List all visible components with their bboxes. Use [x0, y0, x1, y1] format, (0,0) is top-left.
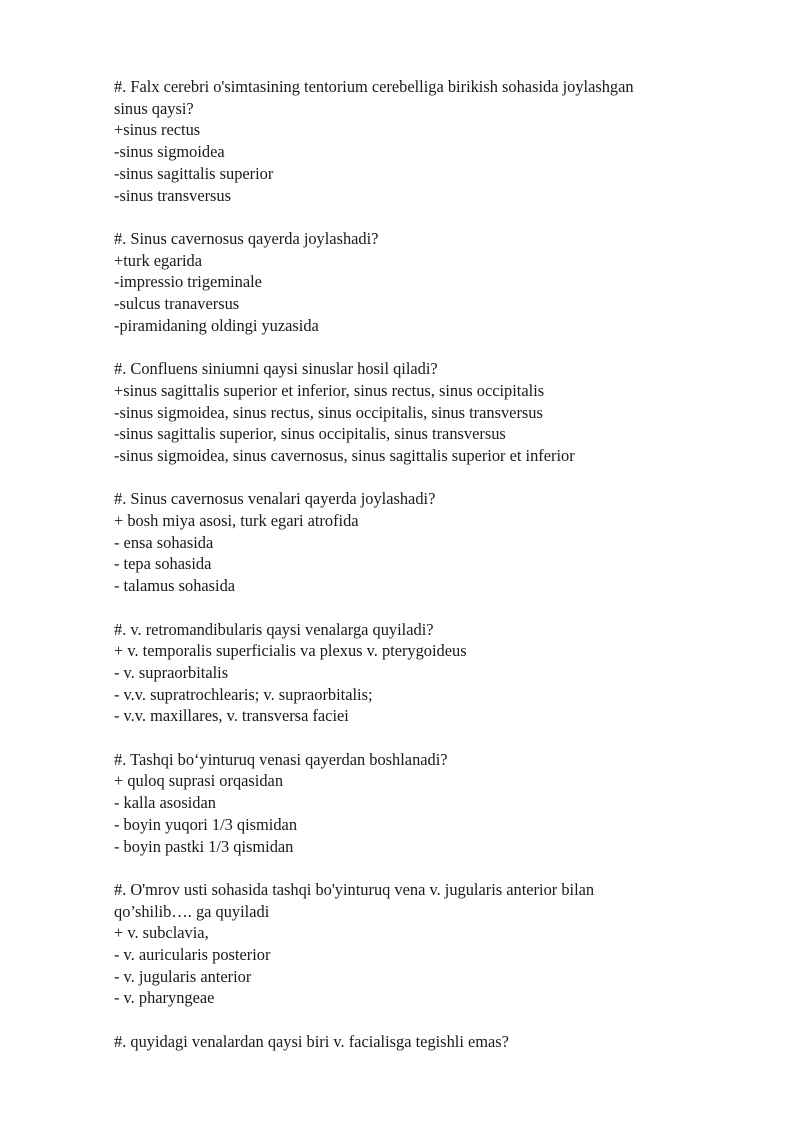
question-block: [114, 1031, 734, 1053]
question-block: [114, 619, 734, 728]
answer-option: -sinus sigmoidea, sinus cavernosus, sinus sagittalis superior et inferior: [114, 445, 575, 465]
question-text: #. Sinus cavernosus venalari qayerda joylashadi?: [114, 489, 436, 509]
answer-option: -piramidaning oldingi yuzasida: [114, 315, 319, 335]
answer-option: -sinus sagittalis superior: [114, 163, 274, 183]
question-block: [114, 76, 734, 206]
answer-option: -sinus sagittalis superior, sinus occipitalis, sinus transversus: [114, 424, 506, 444]
answer-option: -impressio trigeminale: [114, 272, 262, 292]
answer-option: - v.v. maxillares, v. transversa faciei: [114, 706, 349, 726]
question-block: [114, 488, 734, 597]
correct-answer: + quloq suprasi orqasidan: [114, 771, 284, 791]
answer-option: - v. supraorbitalis: [114, 662, 229, 682]
answer-option: - ensa sohasida: [114, 532, 214, 552]
correct-answer: + v. subclavia,: [114, 923, 209, 943]
question-text: #. quyidagi venalardan qaysi biri v. facialisga tegishli emas?: [114, 1031, 509, 1051]
question-text: #. Falx cerebri o'simtasining tentorium cerebelliga birikish sohasida joylashgan: [114, 77, 634, 96]
answer-option: - kalla asosidan: [114, 793, 216, 813]
question-text: #. Sinus cavernosus qayerda joylashadi?: [114, 228, 379, 248]
question-text: sinus qaysi?: [114, 98, 194, 118]
question-block: [114, 879, 734, 1009]
answer-option: - v. pharyngeae: [114, 988, 215, 1008]
answer-option: - talamus sohasida: [114, 576, 236, 596]
question-block: [114, 749, 734, 858]
correct-answer: + bosh miya asosi, turk egari atrofida: [114, 511, 359, 531]
correct-answer: +turk egarida: [114, 250, 202, 270]
answer-option: - boyin yuqori 1/3 qismidan: [114, 814, 298, 834]
answer-option: - v. jugularis anterior: [114, 966, 252, 986]
answer-option: - boyin pastki 1/3 qismidan: [114, 836, 294, 856]
question-block: [114, 228, 734, 337]
correct-answer: + v. temporalis superficialis va plexus v. pterygoideus: [114, 641, 467, 661]
correct-answer: +sinus sagittalis superior et inferior, sinus rectus, sinus occipitalis: [114, 380, 545, 400]
question-text: #. Confluens siniumni qaysi sinuslar hosil qiladi?: [114, 359, 438, 379]
answer-option: -sulcus tranaversus: [114, 294, 240, 314]
answer-option: - v.v. supratrochlearis; v. supraorbitalis;: [114, 684, 373, 704]
answer-option: -sinus transversus: [114, 185, 231, 205]
document-page: [114, 76, 734, 1074]
answer-option: - tepa sohasida: [114, 554, 212, 574]
answer-option: - v. auricularis posterior: [114, 945, 271, 965]
question-text: #. v. retromandibularis qaysi venalarga quyiladi?: [114, 619, 434, 639]
question-text: #. Tashqi bo‘yinturuq venasi qayerdan boshlanadi?: [114, 749, 448, 769]
question-text: #. O'mrov usti sohasida tashqi bo'yinturuq vena v. jugularis anterior bilan: [114, 879, 595, 899]
answer-option: -sinus sigmoidea, sinus rectus, sinus occipitalis, sinus transversus: [114, 402, 543, 422]
question-text: qo’shilib…. ga quyiladi: [114, 901, 270, 921]
answer-option: -sinus sigmoidea: [114, 142, 225, 162]
correct-answer: +sinus rectus: [114, 120, 201, 140]
question-block: [114, 358, 734, 467]
